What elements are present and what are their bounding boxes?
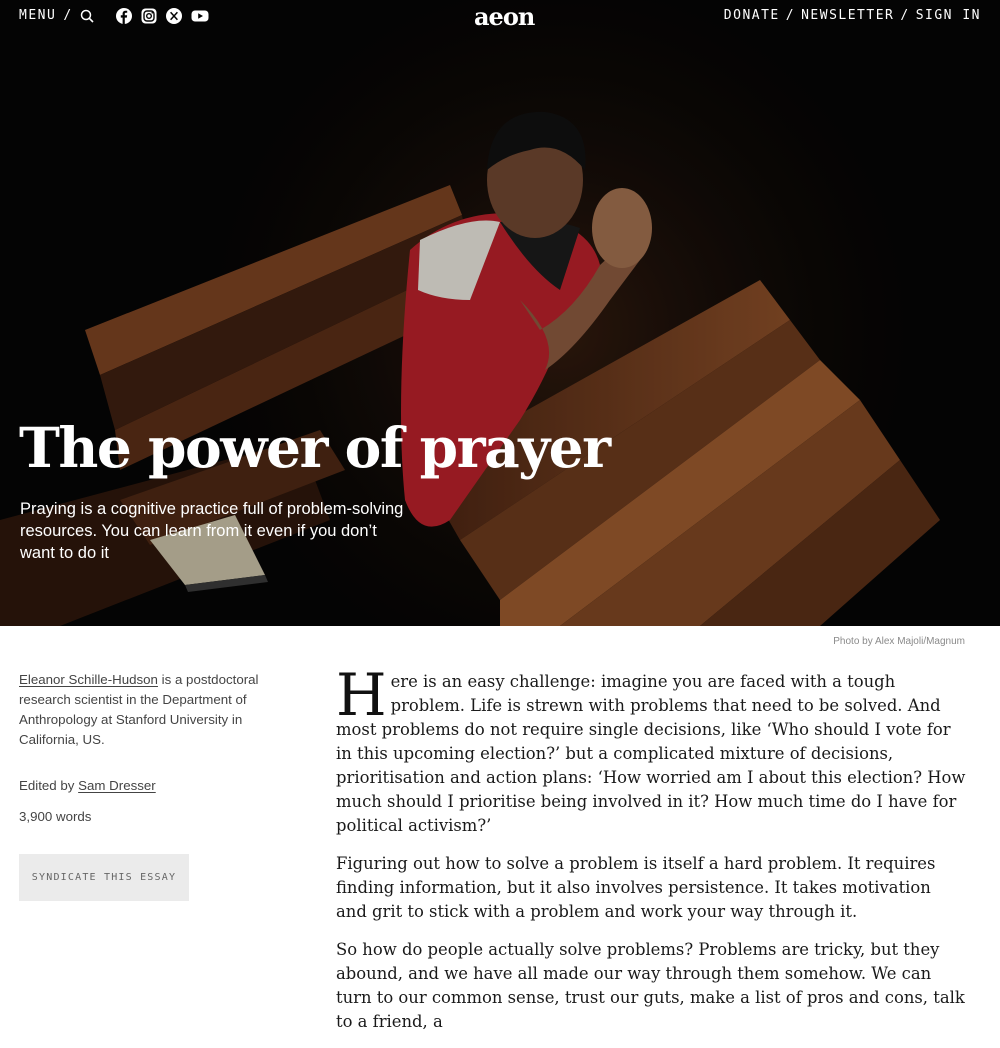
nav-separator: / (900, 8, 910, 23)
author-bio (19, 670, 289, 750)
social-links (116, 8, 207, 24)
photo-credit: Photo by Alex Majoli/Magnum (833, 636, 965, 647)
search-icon[interactable] (80, 9, 94, 23)
standfirst: Praying is a cognitive practice full of problem-solving resources. You can learn from it even if you don’t want to do it (20, 500, 404, 562)
editor-link[interactable]: Sam Dresser (78, 778, 156, 793)
syndicate-button[interactable]: SYNDICATE THIS ESSAY (19, 854, 189, 901)
instagram-icon[interactable] (141, 8, 157, 24)
editor-credit (19, 778, 156, 793)
author-bio-text: is a postdoctoral research scientist in the Department of Anthropology at Stanford University in California, US. (19, 672, 259, 747)
article-paragraph: So how do people actually solve problems? Problems are tricky, but they abound, and we have all made our way through them somehow. We can turn to our common sense, trust our guts, make a list of pros and cons, talk to a friend, a (336, 940, 965, 1031)
page-title: The power of prayer (19, 415, 610, 480)
nav-separator: / (785, 8, 796, 23)
article-paragraph (336, 661, 966, 838)
article-body (336, 661, 966, 1048)
x-icon[interactable] (166, 8, 182, 24)
newsletter-link[interactable]: NEWSLETTER (801, 8, 895, 23)
donate-link[interactable]: DONATE (723, 8, 780, 23)
author-link[interactable]: Eleanor Schille-Hudson (19, 672, 158, 687)
word-count: 3,900 words (19, 809, 92, 824)
article-paragraph: Figuring out how to solve a problem is itself a hard problem. It requires finding information, but it also involves persistence. It takes motivation and grit to stick with a problem and work your way through it. (336, 854, 936, 921)
menu-button[interactable]: MENU (19, 8, 57, 23)
nav-separator: / (63, 8, 73, 23)
top-nav (0, 0, 1000, 34)
sign-in-link[interactable]: SIGN IN (915, 8, 981, 23)
drop-cap: H (336, 661, 387, 729)
edited-by-label: Edited by (19, 778, 79, 793)
paragraph-text: ere is an easy challenge: imagine you are faced with a tough problem. Life is strewn with problems that need to be solved. And most problems do not require single decisions, like ‘Who should I vote for in this upcoming election?’ but a complicated mixture of decisions, prioritisation and action plans: ‘How worried am I about this election? How much should I prioritise being involved in it? How much time do I have for political activism?’ (336, 672, 966, 835)
article-sidebar (19, 670, 289, 883)
facebook-icon[interactable] (116, 8, 132, 24)
aeon-logo[interactable]: aeon (474, 2, 535, 31)
youtube-icon[interactable] (191, 8, 207, 24)
